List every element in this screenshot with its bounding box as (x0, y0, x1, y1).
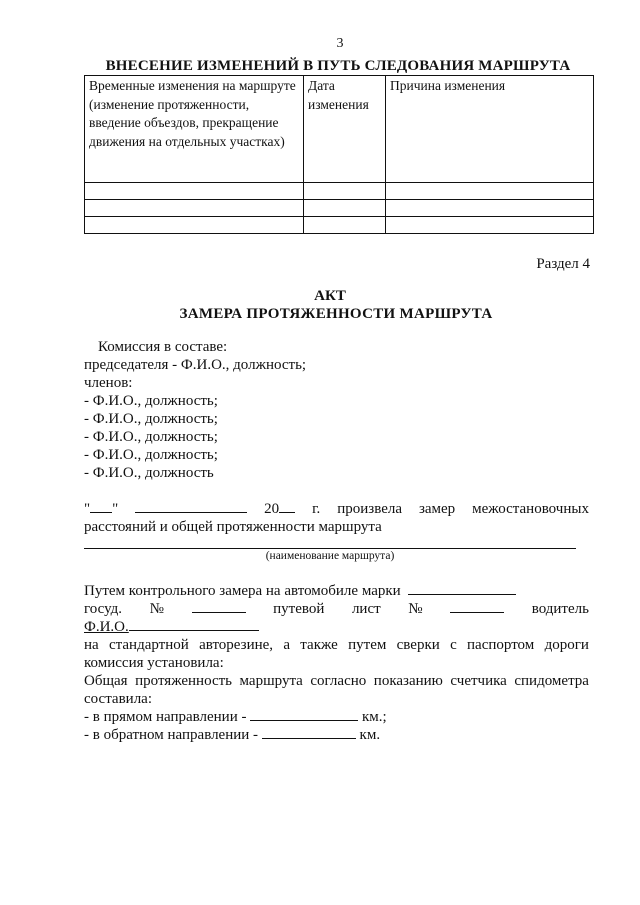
table-cell[interactable] (386, 200, 594, 217)
route-name-blank[interactable] (84, 548, 576, 549)
month-blank[interactable] (135, 500, 247, 513)
table-cell[interactable] (386, 217, 594, 234)
column-header-change-reason: Причина изменения (386, 76, 594, 183)
date-clause-line: " " 20 г. произвела замер межостановочных (84, 501, 589, 517)
measurement-line-vehicle: Путем контрольного замера на автомобиле марки (84, 582, 516, 600)
column-header-change-date: Дата изменения (304, 76, 386, 183)
commission-intro: Комиссия в составе: (98, 339, 228, 355)
commission-member: - Ф.И.О., должность (84, 465, 214, 481)
table-cell[interactable] (386, 183, 594, 200)
column-header-temporary-changes: Временные изменения на маршруте (изменение протяженности, введение объездов, прекращение движения на отдельных участках) (85, 76, 304, 183)
day-field[interactable]: " " (84, 501, 119, 517)
table-row[interactable] (85, 183, 594, 200)
measurement-line-tires: на стандартной авторезине, а также путем сверки с паспортом дороги (84, 637, 589, 653)
table-cell[interactable] (304, 217, 386, 234)
driver-name-blank[interactable] (129, 618, 259, 631)
forward-direction-line: - в прямом направлении - км.; (84, 709, 387, 725)
reverse-direction-line: - в обратном направлении - км. (84, 727, 381, 743)
commission-established: комиссия установила: (84, 655, 224, 671)
table-cell[interactable] (85, 200, 304, 217)
table-row[interactable] (85, 200, 594, 217)
measurement-line-plate: госуд. № путевой лист № водитель (84, 601, 589, 617)
table-cell[interactable] (304, 183, 386, 200)
commission-chairman: председателя - Ф.И.О., должность; (84, 357, 307, 373)
table-row[interactable] (85, 217, 594, 234)
act-subtitle: ЗАМЕРА ПРОТЯЖЕННОСТИ МАРШРУТА (179, 306, 493, 322)
commission-member: - Ф.И.О., должность; (84, 429, 218, 445)
commission-member: - Ф.И.О., должность; (84, 411, 218, 427)
changes-section-title: ВНЕСЕНИЕ ИЗМЕНЕНИЙ В ПУТЬ СЛЕДОВАНИЯ МАРШРУТА (105, 58, 571, 74)
year-field[interactable]: 20 (264, 500, 295, 518)
forward-distance-blank[interactable] (250, 708, 358, 721)
section-label: Раздел 4 (536, 256, 590, 272)
table-cell[interactable] (304, 200, 386, 217)
table-cell[interactable] (85, 217, 304, 234)
route-name-caption: (наименование маршрута) (265, 550, 395, 562)
route-changes-table (84, 75, 594, 234)
reverse-distance-blank[interactable] (262, 726, 356, 739)
commission-members-label: членов: (84, 375, 133, 391)
table-cell[interactable] (85, 183, 304, 200)
total-amounted: составила: (84, 691, 153, 707)
driver-field[interactable]: Ф.И.О. (84, 618, 259, 636)
date-clause-continuation: расстояний и общей протяженности маршрута (84, 519, 382, 535)
commission-member: - Ф.И.О., должность; (84, 447, 218, 463)
page-number: 3 (336, 36, 344, 51)
commission-member: - Ф.И.О., должность; (84, 393, 218, 409)
day-blank[interactable] (90, 500, 112, 513)
table-header-row (85, 76, 594, 183)
waybill-number-blank[interactable] (450, 600, 504, 613)
vehicle-brand-blank[interactable] (408, 582, 516, 595)
measurement-line-total: Общая протяженность маршрута согласно показанию счетчика спидометра (84, 673, 589, 689)
plate-number-blank[interactable] (192, 600, 246, 613)
year-blank[interactable] (279, 500, 295, 513)
act-title: АКТ (314, 288, 346, 304)
